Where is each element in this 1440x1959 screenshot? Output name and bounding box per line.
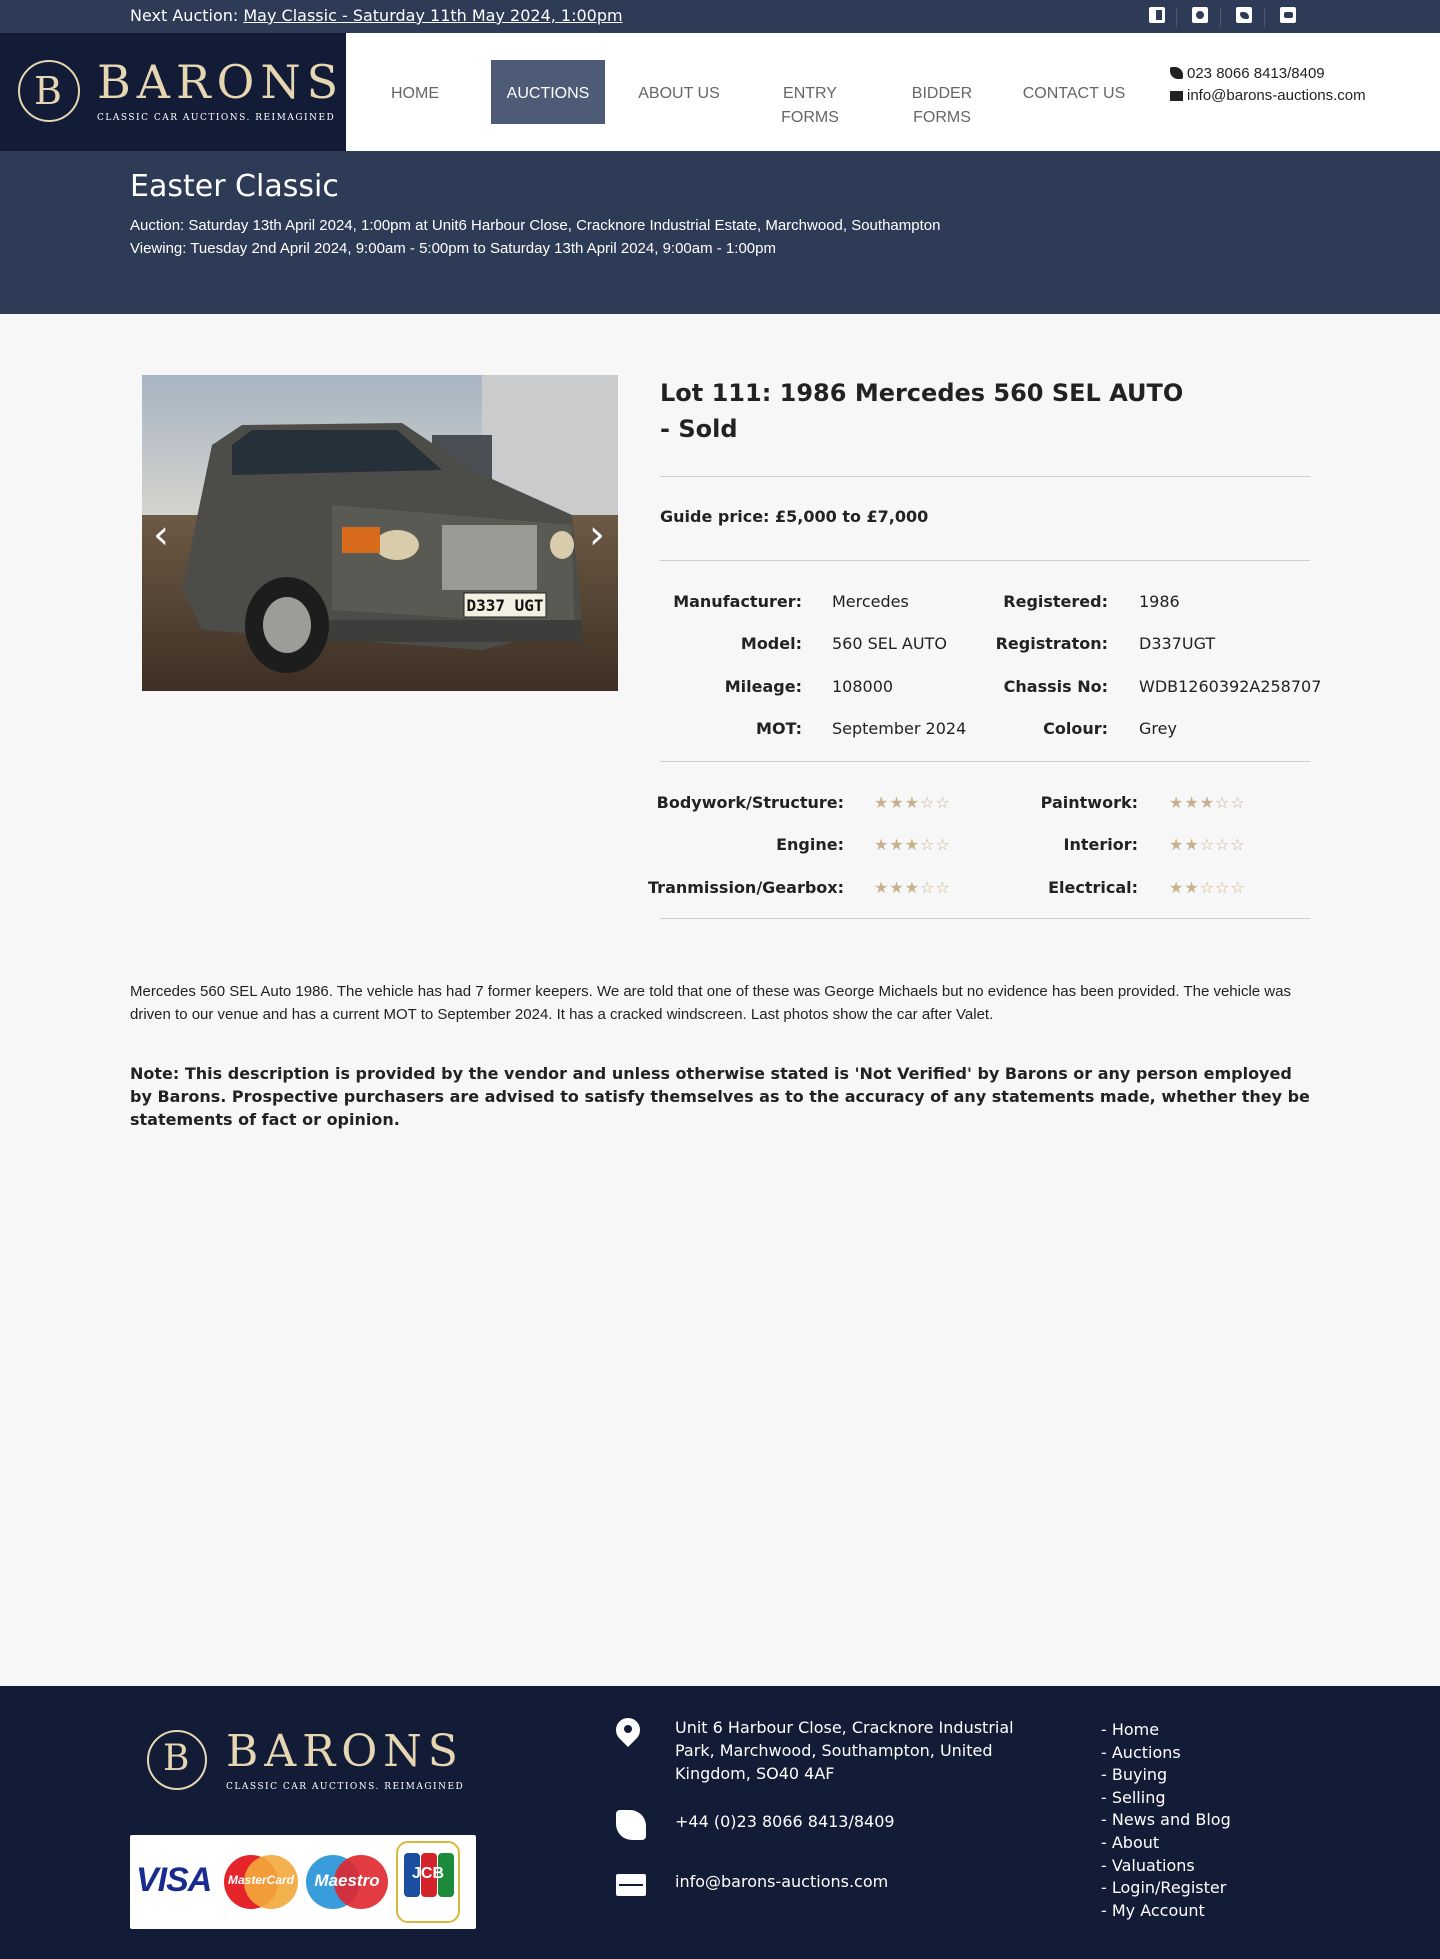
electrical-rating bbox=[1169, 878, 1246, 897]
footer-link-news[interactable]: - News and Blog bbox=[1101, 1810, 1231, 1830]
star-filled-icon: ★ bbox=[889, 835, 905, 854]
next-auction bbox=[130, 6, 623, 25]
lot-description: Mercedes 560 SEL Auto 1986. The vehicle has had 7 former keepers. We are told that one of these was George Michaels but no evidence has been provided. The vehicle was driven to our venue and has a current MOT to September 2024. It has a cracked windscreen. Last photos show the car after Valet. bbox=[130, 983, 1291, 1023]
auction-date-location: Auction: Saturday 13th April 2024, 1:00pm at Unit6 Harbour Close, Cracknore Industrial Estate, Marchwood, Southampton bbox=[130, 217, 941, 234]
address-line1: Unit 6 Harbour Close, Cracknore Industrial bbox=[675, 1718, 1014, 1737]
paintwork-label: Paintwork: bbox=[1040, 793, 1138, 812]
divider bbox=[660, 918, 1310, 919]
nav-about[interactable]: ABOUT US bbox=[638, 85, 720, 102]
manufacturer-label: Manufacturer: bbox=[673, 592, 802, 611]
site-logo[interactable] bbox=[0, 33, 346, 151]
lot-title-line2: - Sold bbox=[660, 415, 738, 443]
guide-price: Guide price: £5,000 to £7,000 bbox=[660, 507, 929, 526]
top-bar bbox=[0, 0, 1440, 33]
header-email[interactable] bbox=[1170, 87, 1366, 104]
divider bbox=[660, 476, 1310, 477]
bodywork-rating bbox=[874, 793, 951, 812]
footer-phone-icon bbox=[616, 1810, 646, 1840]
interior-label: Interior: bbox=[1063, 835, 1138, 854]
auction-viewing-times: Viewing: Tuesday 2nd April 2024, 9:00am - 5:00pm to Saturday 13th April 2024, 9:00am - 1:00pm bbox=[130, 240, 776, 257]
footer-envelope-icon bbox=[616, 1874, 646, 1896]
mileage-label: Mileage: bbox=[724, 677, 802, 696]
footer-link-auctions[interactable]: - Auctions bbox=[1101, 1742, 1181, 1762]
engine-label: Engine: bbox=[776, 835, 844, 854]
registration-value: D337UGT bbox=[1139, 634, 1216, 653]
nav-bidder-forms[interactable] bbox=[885, 60, 999, 124]
model-value: 560 SEL AUTO bbox=[832, 634, 947, 653]
star-filled-icon: ★ bbox=[1199, 793, 1216, 812]
address-line2: Park, Marchwood, Southampton, United bbox=[675, 1741, 993, 1760]
star-empty-icon: ☆ bbox=[1230, 793, 1246, 812]
star-empty-icon: ☆ bbox=[1199, 878, 1216, 897]
star-filled-icon: ★ bbox=[1169, 793, 1185, 812]
address-line3: Kingdom, SO40 4AF bbox=[675, 1764, 835, 1783]
next-auction-link[interactable]: May Classic - Saturday 11th May 2024, 1:00pm bbox=[243, 6, 623, 25]
footer-link-about[interactable]: - About bbox=[1101, 1832, 1160, 1852]
lot-photo-carousel[interactable] bbox=[142, 375, 618, 691]
lot-title bbox=[660, 375, 1220, 447]
jcb-text: JCB bbox=[411, 1865, 444, 1882]
star-filled-icon: ★ bbox=[1169, 878, 1185, 897]
star-filled-icon: ★ bbox=[874, 878, 890, 897]
mileage-value: 108000 bbox=[832, 677, 894, 696]
vendor-note: Note: This description is provided by the vendor and unless otherwise stated is 'Not Verified' by Barons or any person employed by Barons. Prospective purchasers are advised to satisfy themselves as to the accuracy of any statements made, whether they be statements of fact or opinion. bbox=[130, 1064, 1310, 1129]
transmission-label: Tranmission/Gearbox: bbox=[648, 878, 844, 897]
star-filled-icon: ★ bbox=[1169, 835, 1185, 854]
location-pin-icon bbox=[616, 1718, 640, 1750]
star-empty-icon: ☆ bbox=[935, 835, 951, 854]
star-empty-icon: ☆ bbox=[1199, 835, 1216, 854]
electrical-label: Electrical: bbox=[1048, 878, 1138, 897]
colour-value: Grey bbox=[1139, 719, 1177, 738]
chassis-label: Chassis No: bbox=[1003, 677, 1108, 696]
star-empty-icon: ☆ bbox=[1215, 878, 1231, 897]
footer-logo-letter: B bbox=[163, 1738, 190, 1779]
divider bbox=[660, 560, 1310, 561]
star-filled-icon: ★ bbox=[889, 793, 905, 812]
logo-tagline: CLASSIC CAR AUCTIONS. REIMAGINED bbox=[97, 113, 336, 123]
footer-logo[interactable] bbox=[130, 1726, 476, 1806]
site-header bbox=[0, 33, 1440, 151]
registered-value: 1986 bbox=[1139, 592, 1180, 611]
logo-name: BARONS bbox=[97, 55, 345, 109]
visa-card-logo: VISA bbox=[136, 1861, 212, 1899]
divider bbox=[660, 761, 1310, 762]
interior-rating bbox=[1169, 835, 1246, 854]
chassis-value: WDB1260392A258707 bbox=[1139, 677, 1322, 696]
mastercard-text: MasterCard bbox=[227, 1873, 295, 1887]
youtube-icon[interactable] bbox=[1280, 7, 1296, 23]
star-empty-icon: ☆ bbox=[1230, 835, 1246, 854]
jcb-logo bbox=[396, 1841, 460, 1923]
model-label: Model: bbox=[740, 634, 802, 653]
star-filled-icon: ★ bbox=[904, 878, 921, 897]
header-phone-text: 023 8066 8413/8409 bbox=[1187, 65, 1325, 82]
star-empty-icon: ☆ bbox=[935, 878, 951, 897]
twitter-icon[interactable] bbox=[1236, 7, 1252, 23]
footer-address bbox=[675, 1716, 1014, 1785]
star-empty-icon: ☆ bbox=[1215, 793, 1231, 812]
footer-logo-tagline: CLASSIC CAR AUCTIONS. REIMAGINED bbox=[226, 1782, 465, 1792]
star-filled-icon: ★ bbox=[1184, 793, 1200, 812]
lot-title-line1: Lot 111: 1986 Mercedes 560 SEL AUTO bbox=[660, 379, 1184, 407]
footer-link-login[interactable]: - Login/Register bbox=[1101, 1878, 1227, 1898]
footer-link-home[interactable]: - Home bbox=[1101, 1720, 1160, 1739]
star-filled-icon: ★ bbox=[904, 835, 921, 854]
paintwork-rating bbox=[1169, 793, 1246, 812]
star-empty-icon: ☆ bbox=[920, 878, 936, 897]
nav-bidder-forms-line1: BIDDER bbox=[911, 85, 973, 102]
footer-link-account[interactable]: - My Account bbox=[1101, 1900, 1205, 1920]
star-filled-icon: ★ bbox=[874, 835, 890, 854]
registration-label: Registraton: bbox=[995, 634, 1108, 653]
auction-banner bbox=[0, 151, 1440, 314]
maestro-logo bbox=[306, 1855, 388, 1909]
footer-email[interactable]: info@barons-auctions.com bbox=[675, 1872, 889, 1891]
star-empty-icon: ☆ bbox=[1215, 835, 1231, 854]
star-filled-icon: ★ bbox=[1184, 835, 1200, 854]
social-divider bbox=[1220, 7, 1221, 27]
footer-link-buying[interactable]: - Buying bbox=[1101, 1765, 1168, 1785]
header-email-text: info@barons-auctions.com bbox=[1187, 87, 1366, 104]
colour-label: Colour: bbox=[1043, 719, 1108, 738]
footer-logo-name: BARONS bbox=[226, 1726, 464, 1777]
bodywork-label: Bodywork/Structure: bbox=[656, 793, 844, 812]
carousel-prev-button[interactable]: ‹ bbox=[153, 512, 169, 558]
star-empty-icon: ☆ bbox=[1230, 878, 1246, 897]
instagram-icon[interactable] bbox=[1192, 7, 1208, 23]
mot-label: MOT: bbox=[756, 719, 802, 738]
site-footer bbox=[0, 1686, 1440, 1959]
facebook-icon[interactable] bbox=[1149, 7, 1165, 23]
auction-title: Easter Classic bbox=[130, 169, 339, 204]
star-filled-icon: ★ bbox=[874, 793, 890, 812]
header-phone[interactable] bbox=[1170, 65, 1325, 82]
social-divider bbox=[1264, 7, 1265, 27]
maestro-text: Maestro bbox=[314, 1871, 380, 1890]
registered-label: Registered: bbox=[1003, 592, 1108, 611]
star-empty-icon: ☆ bbox=[935, 793, 951, 812]
star-filled-icon: ★ bbox=[889, 878, 905, 897]
nav-auctions[interactable]: AUCTIONS bbox=[491, 60, 605, 124]
phone-icon bbox=[1170, 67, 1183, 79]
footer-link-valuations[interactable]: - Valuations bbox=[1101, 1855, 1195, 1875]
license-plate: D337 UGT bbox=[466, 596, 544, 615]
carousel-next-button[interactable]: › bbox=[589, 512, 605, 558]
car-photo bbox=[142, 375, 618, 691]
footer-phone[interactable]: +44 (0)23 8066 8413/8409 bbox=[675, 1812, 895, 1831]
envelope-icon bbox=[1170, 91, 1183, 101]
star-empty-icon: ☆ bbox=[920, 835, 936, 854]
next-auction-label: Next Auction: bbox=[130, 6, 239, 25]
nav-bidder-forms-line2: FORMS bbox=[913, 109, 971, 126]
payment-cards bbox=[130, 1835, 476, 1929]
footer-link-selling[interactable]: - Selling bbox=[1101, 1787, 1166, 1807]
star-filled-icon: ★ bbox=[904, 793, 921, 812]
transmission-rating bbox=[874, 878, 951, 897]
engine-rating bbox=[874, 835, 951, 854]
mot-value: September 2024 bbox=[832, 719, 967, 738]
nav-home[interactable]: HOME bbox=[391, 85, 439, 102]
star-empty-icon: ☆ bbox=[920, 793, 936, 812]
star-filled-icon: ★ bbox=[1184, 878, 1200, 897]
manufacturer-value: Mercedes bbox=[832, 592, 909, 611]
nav-entry-forms[interactable]: ENTRY FORMS bbox=[781, 85, 839, 126]
footer-links bbox=[1101, 1719, 1231, 1922]
nav-contact[interactable]: CONTACT US bbox=[1022, 85, 1126, 102]
logo-letter: B bbox=[34, 69, 62, 113]
social-divider bbox=[1176, 7, 1177, 27]
mastercard-logo bbox=[224, 1855, 298, 1909]
